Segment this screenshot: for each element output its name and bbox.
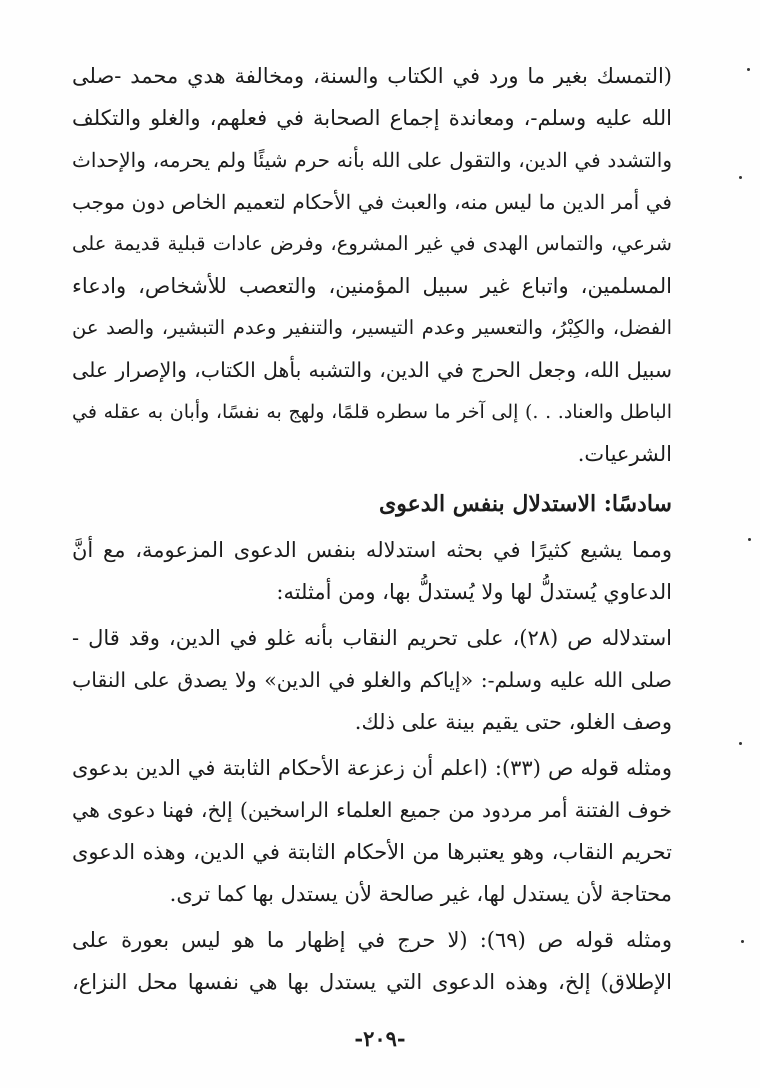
text-line: ومثله قوله ص (٦٩): (لا حرج في إظهار ما هو ليس بعورة على <box>72 928 672 952</box>
text-line: الله عليه وسلم-، ومعاندة إجماع الصحابة في فعلهم، والغلو والتكلف <box>72 106 672 130</box>
scan-speck <box>739 742 742 745</box>
text-line: ومما يشيع كثيرًا في بحثه استدلاله بنفس الدعوى المزعومة، مع أنَّ <box>72 538 672 562</box>
scan-speck <box>748 538 751 541</box>
text-line: شرعي، والتماس الهدى في غير المشروع، وفرض عادات قبلية قديمة على <box>72 232 672 255</box>
text-line: في أمر الدين ما ليس منه، والعبث في الأحكام لتعميم الخاص دون موجب <box>72 190 672 214</box>
scan-speck <box>741 940 744 943</box>
section-heading: سادسًا: الاستدلال بنفس الدعوى <box>379 491 672 517</box>
text-line: الإطلاق) إلخ، وهذه الدعوى التي يستدل بها هي نفسها محل النزاع، <box>72 970 672 994</box>
text-line: ومثله قوله ص (٣٣): (اعلم أن زعزعة الأحكام الثابتة في الدين بدعوى <box>72 756 672 780</box>
text-line: الدعاوي يُستدلُّ لها ولا يُستدلُّ بها، ومن أمثلته: <box>276 580 672 604</box>
text-line: خوف الفتنة أمر مردود من جميع العلماء الراسخين) إلخ، فهنا دعوى هي <box>72 798 672 822</box>
text-line: تحريم النقاب، وهو يعتبرها من الأحكام الثابتة في الدين، وهذه الدعوى <box>72 840 672 864</box>
text-line: سبيل الله، وجعل الحرج في الدين، والتشبه بأهل الكتاب، والإصرار على <box>72 358 672 382</box>
text-line: المسلمين، واتباع غير سبيل المؤمنين، والتعصب للأشخاص، وادعاء <box>72 274 672 298</box>
text-line: صلى الله عليه وسلم-: «إياكم والغلو في الدين» ولا يصدق على النقاب <box>72 668 672 692</box>
text-line: والتشدد في الدين، والتقول على الله بأنه حرم شيئًا ولم يحرمه، والإحداث <box>72 148 672 172</box>
scan-speck <box>747 68 750 71</box>
text-line: محتاجة لأن يستدل لها، غير صالحة لأن يستدل بها كما ترى. <box>169 882 672 906</box>
text-line: وصف الغلو، حتى يقيم بينة على ذلك. <box>354 710 672 734</box>
text-line: (التمسك بغير ما ورد في الكتاب والسنة، ومخالفة هدي محمد -صلى <box>72 64 672 88</box>
page-number: -٢٠٩- <box>354 1026 406 1051</box>
scan-speck <box>739 176 742 179</box>
text-line: الشرعيات. <box>577 442 672 466</box>
text-line: الفضل، والكِبْرُ، والتعسير وعدم التيسير، والتنفير وعدم التبشير، والصد عن <box>72 316 672 339</box>
text-line: استدلاله ص (٢٨)، على تحريم النقاب بأنه غلو في الدين، وقد قال - <box>72 626 672 650</box>
text-line: الباطل والعناد. . .) إلى آخر ما سطره قلمًا، ولهج به نفسًا، وأبان به عقله في <box>72 401 672 423</box>
